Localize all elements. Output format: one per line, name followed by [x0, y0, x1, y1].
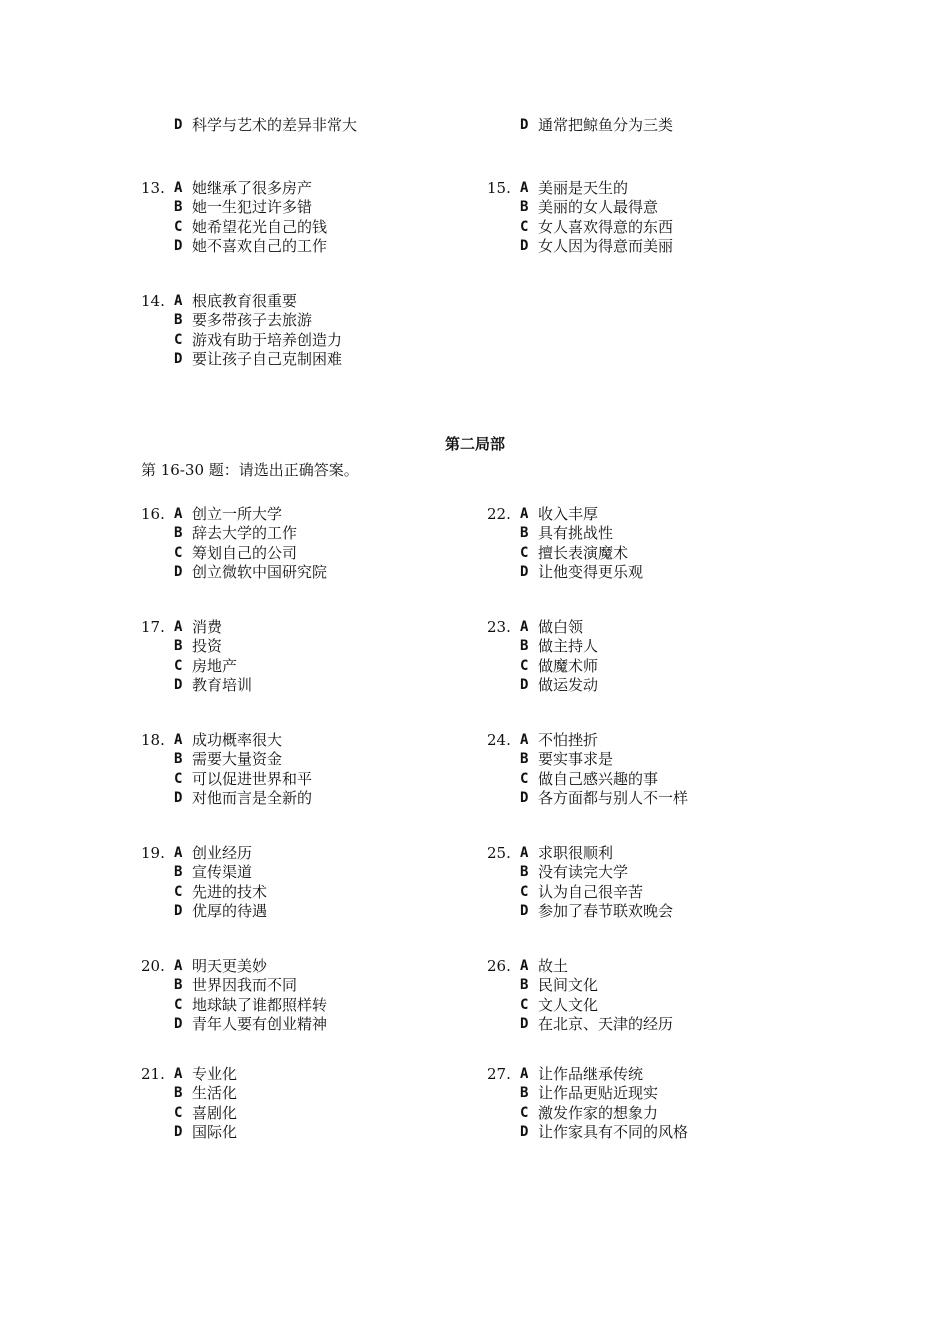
question-number: 18.: [141, 731, 165, 749]
question-20: [141, 957, 471, 1034]
option-c: [487, 996, 817, 1015]
option-a: [141, 505, 471, 524]
option-letter: A: [174, 619, 183, 635]
question-24: [487, 731, 817, 808]
option-letter: A: [520, 845, 529, 861]
question-number: 13.: [141, 179, 165, 197]
option-d: [141, 676, 471, 695]
option-a: [141, 618, 471, 637]
option-c: [141, 218, 471, 237]
option-d: [487, 789, 817, 808]
option-a: [141, 292, 471, 311]
option-a: [487, 179, 817, 198]
question-number: 23.: [487, 618, 511, 636]
option-c: [141, 331, 471, 350]
option-letter: D: [520, 1123, 529, 1140]
option-letter: A: [520, 180, 529, 196]
option-letter: A: [174, 732, 183, 748]
option-letter: B: [520, 977, 529, 994]
option-text: 求职很顺利: [538, 844, 614, 862]
option-text: 收入丰厚: [538, 505, 599, 523]
option-letter: C: [520, 544, 529, 561]
question-19: [141, 844, 471, 921]
option-letter: C: [174, 657, 183, 674]
option-text: 明天更美妙: [192, 957, 268, 975]
option-b: [487, 750, 817, 769]
option-letter: C: [520, 657, 529, 674]
option-letter: A: [174, 293, 183, 309]
option-text: 做主持人: [538, 637, 599, 656]
option-text: 美丽的女人最得意: [538, 198, 659, 217]
option-letter: B: [520, 638, 529, 655]
option-letter: C: [520, 883, 529, 900]
question-number: 22.: [487, 505, 511, 523]
option-letter: C: [520, 1104, 529, 1121]
option-text: 房地产: [192, 656, 238, 675]
option-text: 宣传渠道: [192, 863, 253, 882]
question-17: [141, 618, 471, 695]
option-b: [487, 1084, 817, 1103]
question-13: [141, 179, 471, 256]
option-d: [141, 1015, 471, 1034]
option-letter: A: [174, 1066, 183, 1082]
option-letter: B: [174, 638, 183, 655]
question-number: 14.: [141, 292, 165, 310]
option-d: [141, 237, 471, 256]
option-d: [487, 116, 817, 135]
question-14: [141, 292, 471, 369]
option-text: 各方面都与别人不一样: [538, 788, 689, 807]
option-a: [487, 618, 817, 637]
option-c: [141, 1104, 471, 1123]
option-text: 可以促进世界和平: [192, 769, 313, 788]
option-text: 民间文化: [538, 976, 599, 995]
question-number: 27.: [487, 1065, 511, 1083]
option-b: [487, 198, 817, 217]
option-d: [487, 563, 817, 582]
option-text: 生活化: [192, 1084, 238, 1103]
option-letter: C: [174, 218, 183, 235]
option-letter: A: [174, 180, 183, 196]
option-c: [487, 770, 817, 789]
option-c: [141, 770, 471, 789]
option-c: [487, 544, 817, 563]
option-letter: B: [520, 751, 529, 768]
section-title: 第二局部: [444, 435, 505, 453]
option-text: 要实事求是: [538, 750, 614, 769]
question-number: 16.: [141, 505, 165, 523]
option-letter: B: [520, 864, 529, 881]
option-letter: A: [520, 619, 529, 635]
option-text: 创立一所大学: [192, 505, 283, 523]
option-letter: D: [174, 902, 183, 919]
question-16: [141, 505, 471, 582]
question-12-fragment-right: [487, 116, 817, 135]
option-text: 具有挑战性: [538, 524, 614, 543]
option-text: 国际化: [192, 1122, 238, 1141]
option-text: 青年人要有创业精神: [192, 1014, 328, 1033]
option-text: 擅长表演魔术: [538, 543, 629, 562]
option-d: [487, 902, 817, 921]
option-text: 成功概率很大: [192, 731, 283, 749]
option-a: [141, 1065, 471, 1084]
option-text: 世界因我而不同: [192, 976, 298, 995]
option-a: [487, 731, 817, 750]
option-text: 先进的技术: [192, 882, 268, 901]
option-text: 要多带孩子去旅游: [192, 311, 313, 330]
option-letter: C: [174, 996, 183, 1013]
option-letter: D: [520, 563, 529, 580]
option-c: [487, 657, 817, 676]
option-text: 教育培训: [192, 675, 253, 694]
option-letter: B: [520, 199, 529, 216]
option-letter: B: [174, 312, 183, 329]
option-b: [141, 750, 471, 769]
option-c: [141, 657, 471, 676]
option-text: 喜剧化: [192, 1103, 238, 1122]
question-number: 24.: [487, 731, 511, 749]
option-text: 投资: [192, 637, 223, 656]
option-text: 消费: [192, 618, 223, 636]
option-text: 做白领: [538, 618, 584, 636]
question-22: [487, 505, 817, 582]
option-text: 做运发动: [538, 675, 599, 694]
option-a: [141, 179, 471, 198]
option-d: [487, 1015, 817, 1034]
option-letter: A: [520, 506, 529, 522]
option-c: [487, 218, 817, 237]
option-d: [487, 676, 817, 695]
option-text: 故土: [538, 957, 569, 975]
option-d: [141, 1123, 471, 1142]
question-12-fragment-left: [141, 116, 471, 135]
option-b: [141, 1084, 471, 1103]
question-26: [487, 957, 817, 1034]
option-text: 创业经历: [192, 844, 253, 862]
question-25: [487, 844, 817, 921]
option-letter: C: [520, 996, 529, 1013]
option-letter: D: [520, 237, 529, 254]
option-letter: C: [174, 883, 183, 900]
option-letter: B: [174, 199, 183, 216]
option-letter: A: [520, 1066, 529, 1082]
option-letter: C: [174, 1104, 183, 1121]
question-21: [141, 1065, 471, 1142]
option-letter: B: [174, 977, 183, 994]
option-text: 让作品继承传统: [538, 1065, 644, 1083]
option-text: 不怕挫折: [538, 731, 599, 749]
option-text: 文人文化: [538, 995, 599, 1014]
option-a: [141, 844, 471, 863]
option-letter: A: [520, 958, 529, 974]
option-letter: C: [174, 544, 183, 561]
option-a: [487, 505, 817, 524]
option-d: [141, 902, 471, 921]
option-letter: A: [174, 506, 183, 522]
option-letter: D: [174, 676, 183, 693]
option-text: 让他变得更乐观: [538, 562, 644, 581]
option-d: [487, 1123, 817, 1142]
option-a: [487, 844, 817, 863]
question-number: 21.: [141, 1065, 165, 1083]
option-text: 让作品更贴近现实: [538, 1084, 659, 1103]
option-d: [141, 563, 471, 582]
option-text: 创立微软中国研究院: [192, 562, 328, 581]
option-text: 专业化: [192, 1065, 238, 1083]
option-b: [141, 311, 471, 330]
question-number: 20.: [141, 957, 165, 975]
option-text: 游戏有助于培养创造力: [192, 330, 343, 349]
option-letter: D: [520, 902, 529, 919]
option-text: 筹划自己的公司: [192, 543, 298, 562]
option-letter: D: [174, 237, 183, 254]
option-c: [487, 883, 817, 902]
option-letter: C: [520, 770, 529, 787]
option-text: 需要大量资金: [192, 750, 283, 769]
option-text: 女人喜欢得意的东西: [538, 217, 674, 236]
option-text: 做魔术师: [538, 656, 599, 675]
option-b: [487, 976, 817, 995]
question-18: [141, 731, 471, 808]
option-text: 她希望花光自己的钱: [192, 217, 328, 236]
option-text: 要让孩子自己克制困难: [192, 349, 343, 368]
option-letter: D: [174, 789, 183, 806]
option-letter: B: [520, 525, 529, 542]
option-text: 科学与艺术的差异非常大: [192, 116, 358, 134]
option-letter: D: [520, 1015, 529, 1032]
question-number: 26.: [487, 957, 511, 975]
option-b: [141, 637, 471, 656]
option-letter: A: [520, 732, 529, 748]
option-text: 认为自己很辛苦: [538, 882, 644, 901]
option-b: [141, 524, 471, 543]
option-a: [487, 1065, 817, 1084]
option-b: [487, 524, 817, 543]
option-letter: D: [174, 1123, 183, 1140]
option-text: 她一生犯过许多错: [192, 198, 313, 217]
option-text: 参加了春节联欢晚会: [538, 901, 674, 920]
option-letter: D: [174, 563, 183, 580]
option-letter: A: [174, 845, 183, 861]
option-letter: B: [174, 525, 183, 542]
option-text: 优厚的待遇: [192, 901, 268, 920]
option-d: [141, 350, 471, 369]
option-b: [487, 863, 817, 882]
option-text: 在北京、天津的经历: [538, 1014, 674, 1033]
option-letter: D: [520, 676, 529, 693]
option-letter: D: [520, 789, 529, 806]
option-text: 没有读完大学: [538, 863, 629, 882]
option-letter: B: [174, 1085, 183, 1102]
option-c: [141, 996, 471, 1015]
option-text: 她不喜欢自己的工作: [192, 236, 328, 255]
option-b: [141, 976, 471, 995]
option-b: [141, 198, 471, 217]
question-number: 25.: [487, 844, 511, 862]
option-a: [141, 731, 471, 750]
option-letter: C: [174, 331, 183, 348]
option-letter: D: [174, 1015, 183, 1032]
option-a: [141, 957, 471, 976]
option-text: 辞去大学的工作: [192, 524, 298, 543]
option-letter: C: [520, 218, 529, 235]
option-letter: B: [520, 1085, 529, 1102]
option-letter: C: [174, 770, 183, 787]
option-text: 激发作家的想象力: [538, 1103, 659, 1122]
option-c: [141, 544, 471, 563]
option-text: 她继承了很多房产: [192, 179, 313, 197]
option-text: 让作家具有不同的风格: [538, 1122, 689, 1141]
option-letter: B: [174, 864, 183, 881]
question-23: [487, 618, 817, 695]
option-text: 美丽是天生的: [538, 179, 629, 197]
option-text: 做自己感兴趣的事: [538, 769, 659, 788]
option-d: [141, 116, 471, 135]
option-c: [141, 883, 471, 902]
option-text: 对他而言是全新的: [192, 788, 313, 807]
option-a: [487, 957, 817, 976]
option-d: [141, 789, 471, 808]
option-b: [487, 637, 817, 656]
option-text: 女人因为得意而美丽: [538, 236, 674, 255]
option-letter: A: [174, 958, 183, 974]
option-text: 通常把鲸鱼分为三类: [538, 116, 674, 134]
option-c: [487, 1104, 817, 1123]
option-b: [141, 863, 471, 882]
option-letter: D: [174, 117, 183, 133]
option-d: [487, 237, 817, 256]
option-letter: B: [174, 751, 183, 768]
question-number: 15.: [487, 179, 511, 197]
option-letter: D: [174, 350, 183, 367]
question-number: 19.: [141, 844, 165, 862]
section-instruction: 第 16-30 题：请选出正确答案。: [141, 461, 359, 479]
question-number: 17.: [141, 618, 165, 636]
option-letter: D: [520, 117, 529, 133]
option-text: 地球缺了谁都照样转: [192, 995, 328, 1014]
question-27: [487, 1065, 817, 1142]
question-15: [487, 179, 817, 256]
option-text: 根底教育很重要: [192, 292, 298, 310]
